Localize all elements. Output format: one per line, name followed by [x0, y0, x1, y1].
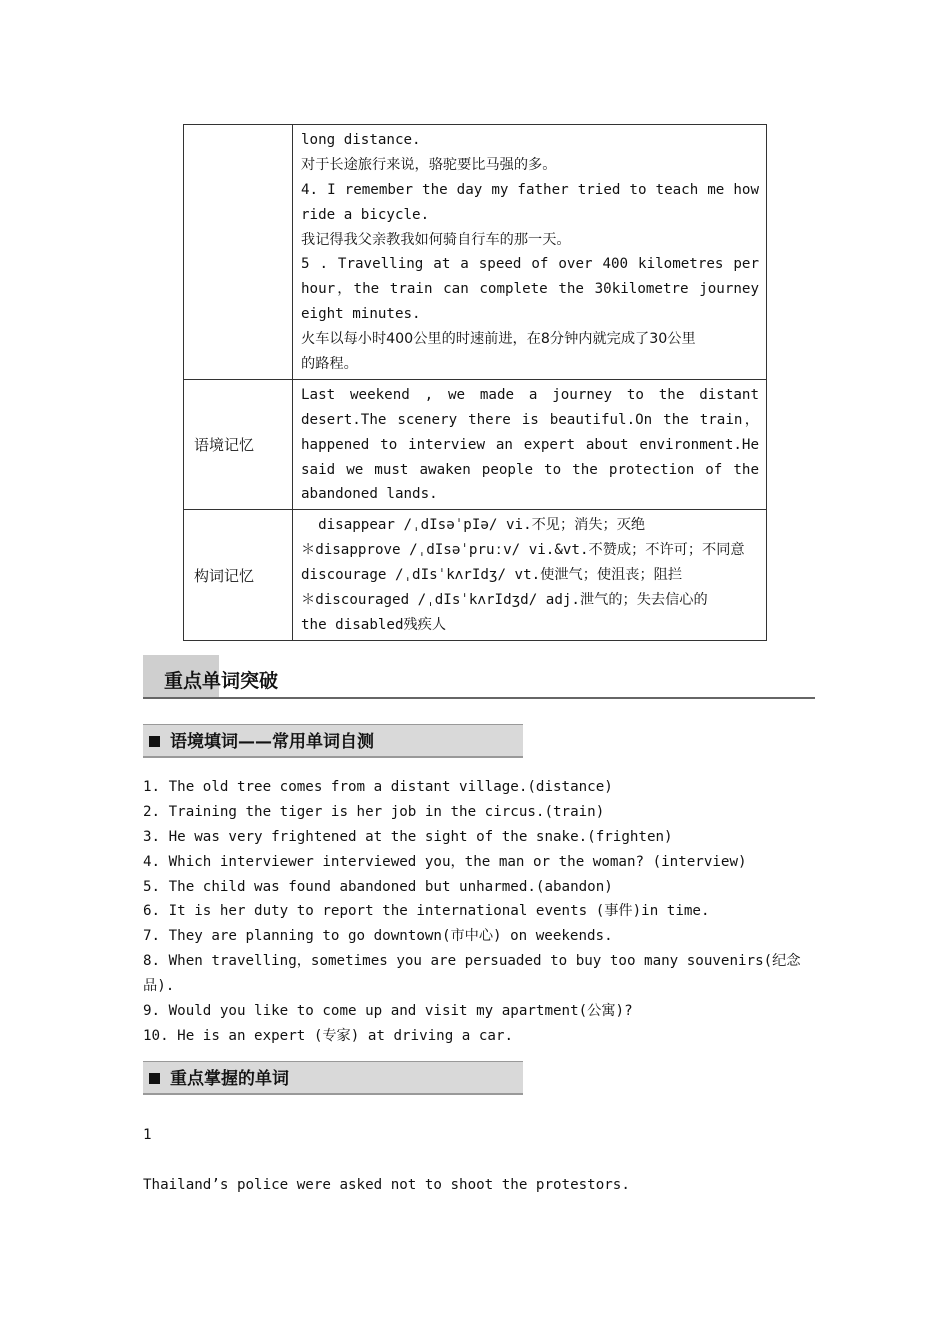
- vocabulary-table: [183, 124, 767, 641]
- list-item: 10. He is an expert (专家) at driving a car.: [143, 1027, 514, 1044]
- exercise-list: [143, 775, 815, 1049]
- text-line: ＊disapprove /ˌdIsəˈpruːv/ vi.&vt.不赞成；不许可；不同意: [301, 542, 745, 559]
- text-line: 对于长途旅行来说，骆驼要比马强的多。: [301, 156, 557, 173]
- square-bullet-icon: [149, 1073, 160, 1084]
- section-heading: [143, 655, 815, 699]
- section-title: 重点单词突破: [164, 670, 279, 692]
- list-item: 8. When travelling，sometimes you are persuaded to buy too many souvenirs(纪念: [143, 953, 801, 970]
- square-bullet-icon: [149, 736, 160, 747]
- text-line: 5 . Travelling at a speed of over 400 kilometres per: [301, 256, 759, 273]
- list-item: 品).: [143, 978, 175, 995]
- row-label: 语境记忆: [184, 379, 293, 509]
- text-line: abandoned lands.: [301, 486, 438, 503]
- list-item: 3. He was very frightened at the sight of the snake.(frighten): [143, 828, 673, 845]
- word-formation-cell: [293, 510, 767, 640]
- text-line: hour，the train can complete the 30kilometre journey: [301, 281, 759, 298]
- example-sentences-cell: [293, 125, 767, 380]
- text-line: Last weekend , we made a journey to the distant: [301, 386, 759, 403]
- text-line: ＊discouraged /ˌdIsˈkʌrIdʒd/ adj.泄气的；失去信心的: [301, 592, 708, 609]
- list-item: 2. Training the tiger is her job in the circus.(train): [143, 803, 605, 820]
- text-line: the disabled残疾人: [301, 616, 447, 633]
- text-line: long distance.: [301, 132, 421, 148]
- list-item: 1. The old tree comes from a distant village.(distance): [143, 779, 613, 795]
- example-sentence: Thailand’s police were asked not to shoot the protestors.: [143, 1177, 630, 1193]
- subsection-bar: [143, 724, 523, 758]
- text-line: said we must awaken people to the protection of the: [301, 461, 759, 478]
- row-label: 构词记忆: [184, 510, 293, 640]
- list-item: 5. The child was found abandoned but unharmed.(abandon): [143, 878, 613, 895]
- text-line: 4. I remember the day my father tried to teach me how: [301, 181, 759, 198]
- row-label: [184, 125, 293, 380]
- table-row: [184, 510, 767, 640]
- table-row: [184, 125, 767, 380]
- text-line: discourage /ˌdIsˈkʌrIdʒ/ vt.使泄气；使沮丧；阻拦: [301, 567, 683, 584]
- text-line: desert.The scenery there is beautiful.On the train，: [301, 411, 759, 428]
- table-row: [184, 379, 767, 509]
- text-line: happened to interview an expert about environment.He: [301, 436, 759, 453]
- text-line: 的路程。: [301, 356, 358, 373]
- text-line: 我记得我父亲教我如何骑自行车的那一天。: [301, 231, 571, 248]
- item-number: 1: [143, 1127, 152, 1143]
- text-line: eight minutes.: [301, 306, 421, 323]
- list-item: 4. Which interviewer interviewed you，the man or the woman? (interview): [143, 853, 747, 870]
- context-memory-cell: [293, 379, 767, 509]
- text-line: ride a bicycle.: [301, 206, 430, 223]
- subsection-title: 重点掌握的单词: [170, 1069, 289, 1089]
- text-line: disappear /ˌdIsəˈpIə/ vi.不见；消失；灭绝: [301, 517, 646, 534]
- subsection-bar: [143, 1061, 523, 1095]
- list-item: 6. It is her duty to report the international events (事件)in time.: [143, 903, 710, 920]
- text-line: 火车以每小时400公里的时速前进，在8分钟内就完成了30公里: [301, 331, 696, 348]
- list-item: 7. They are planning to go downtown(市中心) on weekends.: [143, 928, 613, 945]
- list-item: 9. Would you like to come up and visit my apartment(公寓)?: [143, 1003, 633, 1020]
- subsection-title: 语境填词——常用单词自测: [170, 732, 374, 752]
